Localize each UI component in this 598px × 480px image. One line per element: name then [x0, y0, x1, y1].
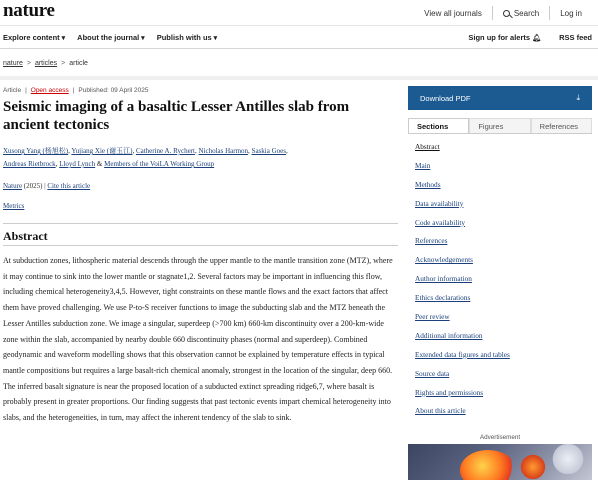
section-divider: [0, 76, 598, 80]
meta-separator: |: [25, 87, 27, 94]
section-link[interactable]: Ethics declarations: [415, 293, 471, 303]
author-link[interactable]: Xusong Yang (杨旭松): [3, 147, 69, 155]
breadcrumb-article: article: [69, 60, 88, 67]
author-link[interactable]: Andreas Rietbrock: [3, 160, 56, 168]
section-link[interactable]: Methods: [415, 179, 441, 189]
nav-bar: [0, 25, 598, 49]
top-links: [414, 6, 592, 20]
nav-right: [468, 33, 592, 42]
download-pdf-button[interactable]: [408, 86, 592, 110]
section-list: [415, 142, 595, 425]
breadcrumb-articles[interactable]: articles: [34, 60, 58, 67]
sidebar-tabs: [408, 118, 592, 134]
section-link[interactable]: Author information: [415, 274, 472, 284]
journal-line: [3, 182, 90, 190]
published-date: Published: 09 April 2025: [78, 87, 149, 94]
journal-link[interactable]: Nature: [3, 182, 23, 190]
search-label: Search: [513, 8, 540, 18]
section-link[interactable]: Source data: [415, 368, 450, 378]
open-access-link[interactable]: Open access: [30, 87, 69, 94]
ad-graphic: [460, 450, 516, 480]
publish-with-us-menu[interactable]: Publish with us ▾: [157, 33, 217, 42]
download-label: Download PDF: [420, 93, 471, 103]
nav-left: [3, 33, 217, 42]
chevron-right-icon: >: [26, 60, 31, 67]
abstract-text: At subduction zones, lithospheric material descends through the upper mantle to the mantle transition zone (MTZ), where it may continue to sink into the lower mantle or stagnate1,2. Several factors may be important in influencing this flow, including chemical heterogeneity3,4,5. However, tight constraints on these mantle flows and the exact factors that affect them have proved challenging. We use P-to-S receiver functions to image the subducting slab and the MTZ beneath the Lesser Antilles subduction zone. We image a singular, superdeep (>700 km) 660-km discontinuity over a 200-km-wide zone within the slab, accompanied by nearby double 660 discontinuity phases (normal and superdeep). Combined geodynamic and waveform modelling shows that this observation cannot be explained by temperature effects in typical mantle compositions but requires a large basalt-rich chemical anomaly, strongest in the location of the singular, deep 660. The inferred basalt signature is near the proposed location of a subducted extinct spreading ridge6,7, where basalt is probably present in greater proportions. Our finding suggests that past tectonic events impart chemical heterogeneity into slabs, and the heterogeneities, in turn, may affect the inherent tendency of the slab to sink.: [3, 256, 393, 423]
author-list: Xusong Yang (杨旭松), Yujiang Xie (谢玉江), Catherine A. Rychert, Nicholas Harmon, Saskia Goes, Andreas Rietbrock, Lloyd Lynch & Members of the VoiLA Working Group: [3, 147, 288, 168]
section-link[interactable]: Main: [415, 160, 431, 170]
author-link[interactable]: Nicholas Harmon: [198, 147, 249, 155]
author-link[interactable]: Catherine A. Rychert: [135, 147, 195, 155]
ad-graphic: [518, 454, 548, 480]
article-meta: [3, 87, 149, 94]
explore-content-menu[interactable]: Explore content ▾: [3, 33, 65, 42]
sign-up-alerts-link[interactable]: [468, 33, 541, 42]
metrics-link[interactable]: Metrics: [3, 202, 25, 210]
section-link[interactable]: Code availability: [415, 217, 466, 227]
advertisement-banner[interactable]: [408, 444, 592, 480]
about-journal-menu[interactable]: About the journal ▾: [77, 33, 145, 42]
login-link[interactable]: Log in: [560, 8, 582, 18]
section-link[interactable]: References: [415, 236, 448, 246]
cite-article-link[interactable]: Cite this article: [47, 182, 91, 190]
author-ampersand: &: [96, 160, 103, 168]
article-title: Seismic imaging of a basaltic Lesser Antilles slab from ancient tectonics: [3, 99, 350, 133]
section-link[interactable]: Peer review: [415, 312, 450, 322]
breadcrumb: [3, 60, 88, 67]
tab-figures[interactable]: Figures: [469, 118, 530, 133]
download-icon: ⤓: [576, 93, 580, 102]
meta-separator: |: [44, 182, 46, 190]
breadcrumb-nature[interactable]: nature: [3, 60, 23, 67]
advertisement-label: Advertisement: [479, 434, 521, 441]
author-link[interactable]: Saskia Goes: [251, 147, 286, 155]
section-link[interactable]: Abstract: [415, 142, 440, 151]
search-icon: [503, 10, 510, 17]
section-link[interactable]: Acknowledgements: [415, 255, 473, 265]
nature-logo[interactable]: nature: [3, 0, 55, 21]
meta-separator: |: [72, 87, 75, 94]
section-link[interactable]: Extended data figures and tables: [415, 349, 510, 359]
chevron-right-icon: >: [61, 60, 66, 67]
section-link[interactable]: Additional information: [415, 330, 483, 340]
search-button[interactable]: [493, 9, 549, 18]
abstract-heading: Abstract: [3, 229, 48, 243]
section-link[interactable]: About this article: [415, 406, 466, 416]
author-link[interactable]: Lloyd Lynch: [59, 160, 96, 168]
top-bar: [0, 0, 598, 24]
sign-up-label: Sign up for alerts: [468, 33, 531, 42]
article-type: Article: [3, 87, 22, 94]
author-link[interactable]: Yujiang Xie (谢玉江): [71, 147, 133, 155]
ad-graphic: [548, 444, 588, 474]
tab-references[interactable]: References: [531, 118, 592, 133]
section-link[interactable]: Data availability: [415, 198, 464, 208]
section-link[interactable]: Rights and permissions: [415, 387, 484, 397]
rss-feed-link[interactable]: RSS feed: [559, 33, 592, 42]
abstract-rule: [3, 223, 398, 224]
consortium-link[interactable]: Members of the VoiLA Working Group: [104, 160, 215, 168]
bell-icon: 🔔︎: [532, 35, 542, 42]
journal-year: (2025): [23, 182, 43, 190]
abstract-rule: [3, 245, 398, 246]
tab-sections[interactable]: Sections: [408, 118, 469, 133]
view-all-journals-link[interactable]: View all journals: [424, 8, 482, 18]
